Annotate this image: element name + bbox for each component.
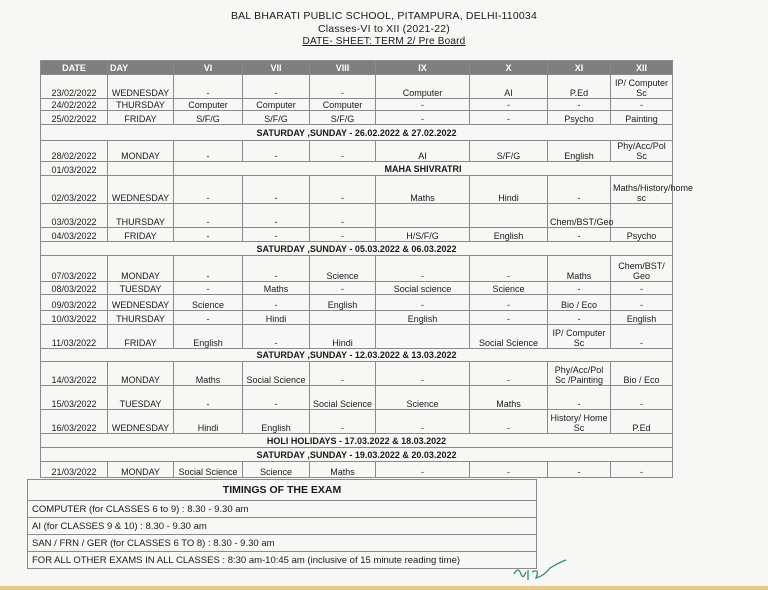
banner-row: [41, 434, 673, 448]
cell-viii: -: [310, 410, 376, 434]
cell-date: 03/03/2022: [41, 204, 108, 228]
cell-x: English: [470, 228, 548, 242]
banner-row: [41, 349, 673, 362]
cell-vii: -: [243, 386, 310, 410]
col-day: DAY: [108, 61, 174, 75]
cell-ix: -: [376, 99, 470, 111]
cell-date: 10/03/2022: [41, 311, 108, 325]
cell-ix: Science: [376, 386, 470, 410]
cell-viii: [310, 311, 376, 325]
cell-date: 16/03/2022: [41, 410, 108, 434]
cell-day: MONDAY: [108, 462, 174, 478]
cell-xi: -: [548, 386, 611, 410]
table-row: [41, 325, 673, 349]
banner-row: [41, 162, 673, 176]
cell-day: TUESDAY: [108, 282, 174, 295]
cell-xi: Phy/Acc/Pol Sc /Painting: [548, 362, 611, 386]
cell-ix: -: [376, 256, 470, 282]
cell-xi: History/ Home Sc: [548, 410, 611, 434]
table-row: [41, 75, 673, 99]
cell-x: -: [470, 311, 548, 325]
cell-vi: Hindi: [174, 410, 243, 434]
cell-date: 11/03/2022: [41, 325, 108, 349]
cell-day: MONDAY: [108, 141, 174, 162]
cell-ix: Computer: [376, 75, 470, 99]
cell-viii: -: [310, 282, 376, 295]
col-viii: VIII: [310, 61, 376, 75]
cell-day: WEDNESDAY: [108, 295, 174, 311]
cell-x: Hindi: [470, 176, 548, 204]
cell-vi: -: [174, 311, 243, 325]
cell-day: WEDNESDAY: [108, 75, 174, 99]
cell-day: THURSDAY: [108, 204, 174, 228]
cell-vii: -: [243, 325, 310, 349]
cell-date: 02/03/2022: [41, 176, 108, 204]
table-row: [41, 462, 673, 478]
col-date: DATE: [41, 61, 108, 75]
page-edge: [0, 586, 768, 590]
cell-vi: -: [174, 204, 243, 228]
cell-vii: -: [243, 228, 310, 242]
cell-ix: H/S/F/G: [376, 228, 470, 242]
cell-x: -: [470, 362, 548, 386]
table-row: [41, 111, 673, 125]
table-row: [41, 141, 673, 162]
cell-xii: -: [611, 282, 673, 295]
cell-vi: S/F/G: [174, 111, 243, 125]
table-row: [41, 362, 673, 386]
cell-day: MONDAY: [108, 256, 174, 282]
banner-text: SATURDAY ,SUNDAY - 12.03.2022 & 13.03.2022: [41, 349, 673, 362]
cell-day: WEDNESDAY: [108, 410, 174, 434]
cell-xi: IP/ Computer Sc: [548, 325, 611, 349]
cell-xii: -: [611, 295, 673, 311]
cell-xi: Chem/BST/Geo: [548, 204, 611, 228]
cell-xii: Phy/Acc/Pol Sc: [611, 141, 673, 162]
cell-date: 09/03/2022: [41, 295, 108, 311]
cell-date: 24/02/2022: [41, 99, 108, 111]
cell-vi: Maths: [174, 362, 243, 386]
cell-vii: -: [243, 141, 310, 162]
table-row: [41, 176, 673, 204]
cell-vii: Maths: [243, 282, 310, 295]
cell-date: 21/03/2022: [41, 462, 108, 478]
cell-viii: Hindi: [310, 325, 376, 349]
cell-date: 04/03/2022: [41, 228, 108, 242]
cell-vii: Social Science: [243, 362, 310, 386]
cell-ix: [376, 204, 470, 228]
timing-line: COMPUTER (for CLASSES 6 to 9) : 8.30 - 9.30 am: [28, 501, 537, 518]
cell-vii: -: [243, 295, 310, 311]
col-ix: IX: [376, 61, 470, 75]
cell-x: -: [470, 256, 548, 282]
cell-vi: English: [174, 325, 243, 349]
timings-title: TIMINGS OF THE EXAM: [28, 480, 537, 501]
cell-vii: -: [243, 204, 310, 228]
cell-x: -: [470, 410, 548, 434]
cell-xi: Bio / Eco: [548, 295, 611, 311]
cell-ix: -: [376, 362, 470, 386]
header-row: [41, 61, 673, 75]
cell-xii: -: [611, 462, 673, 478]
cell-x: Maths: [470, 386, 548, 410]
banner-text: SATURDAY ,SUNDAY - 19.03.2022 & 20.03.2022: [41, 448, 673, 462]
cell-xii: Psycho: [611, 228, 673, 242]
cell-x: -: [470, 295, 548, 311]
table-row: [41, 311, 673, 325]
cell-date: 25/02/2022: [41, 111, 108, 125]
cell-date: 23/02/2022: [41, 75, 108, 99]
cell-viii: -: [310, 141, 376, 162]
cell-xi: P.Ed: [548, 75, 611, 99]
cell-x: S/F/G: [470, 141, 548, 162]
cell-xi: -: [548, 311, 611, 325]
cell-vii: English: [243, 410, 310, 434]
cell-date: 01/03/2022: [41, 162, 108, 176]
cell-vi: -: [174, 256, 243, 282]
cell-viii: Social Science: [310, 386, 376, 410]
cell-ix: AI: [376, 141, 470, 162]
cell-viii: Computer: [310, 99, 376, 111]
table-row: [41, 386, 673, 410]
col-xii: XII: [611, 61, 673, 75]
cell-xii: Maths/History/home sc: [611, 176, 673, 204]
cell-x: Social Science: [470, 325, 548, 349]
cell-xi: -: [548, 176, 611, 204]
timing-line: AI (for CLASSES 9 & 10) : 8.30 - 9.30 am: [28, 518, 537, 535]
cell-ix: English: [376, 311, 470, 325]
cell-date: 15/03/2022: [41, 386, 108, 410]
cell-xii: Painting: [611, 111, 673, 125]
cell-x: -: [470, 462, 548, 478]
cell-viii: -: [310, 362, 376, 386]
col-vi: VI: [174, 61, 243, 75]
cell-ix: Maths: [376, 176, 470, 204]
cell-xii: -: [611, 325, 673, 349]
cell-vi: -: [174, 228, 243, 242]
cell-date: 07/03/2022: [41, 256, 108, 282]
cell-day: FRIDAY: [108, 228, 174, 242]
cell-xii: [611, 204, 673, 228]
cell-day: FRIDAY: [108, 325, 174, 349]
table-row: [41, 295, 673, 311]
cell-x: -: [470, 111, 548, 125]
table-row: [41, 410, 673, 434]
table-row: [41, 99, 673, 111]
cell-viii: Science: [310, 256, 376, 282]
cell-ix: -: [376, 111, 470, 125]
cell-vi: -: [174, 75, 243, 99]
cell-xi: -: [548, 228, 611, 242]
table-row: [41, 228, 673, 242]
banner-text: MAHA SHIVRATRI: [174, 162, 673, 176]
cell-day: THURSDAY: [108, 311, 174, 325]
cell-vii: S/F/G: [243, 111, 310, 125]
cell-xii: Bio / Eco: [611, 362, 673, 386]
cell-ix: -: [376, 295, 470, 311]
date-sheet-table: [40, 60, 694, 478]
banner-text: SATURDAY ,SUNDAY - 26.02.2022 & 27.02.2022: [41, 125, 673, 141]
cell-vi: Social Science: [174, 462, 243, 478]
signature: [510, 558, 570, 584]
timing-line: SAN / FRN / GER (for CLASSES 6 TO 8) : 8.30 - 9.30 am: [28, 535, 537, 552]
cell-vii: -: [243, 176, 310, 204]
cell-x: [470, 204, 548, 228]
cell-xii: -: [611, 386, 673, 410]
cell-vii: Science: [243, 462, 310, 478]
cell-x: -: [470, 99, 548, 111]
cell-x: Science: [470, 282, 548, 295]
cell-xii: Chem/BST/ Geo: [611, 256, 673, 282]
cell-day: [108, 162, 174, 176]
cell-vi: Computer: [174, 99, 243, 111]
cell-date: 08/03/2022: [41, 282, 108, 295]
cell-day: MONDAY: [108, 362, 174, 386]
cell-viii: Maths: [310, 462, 376, 478]
cell-vi: -: [174, 141, 243, 162]
cell-xi: -: [548, 99, 611, 111]
col-xi: XI: [548, 61, 611, 75]
cell-xi: -: [548, 282, 611, 295]
cell-xii: English: [611, 311, 673, 325]
cell-day: FRIDAY: [108, 111, 174, 125]
banner-text: HOLI HOLIDAYS - 17.03.2022 & 18.03.2022: [41, 434, 673, 448]
cell-vii: Hindi: [243, 311, 310, 325]
cell-viii: -: [310, 75, 376, 99]
cell-xi: Maths: [548, 256, 611, 282]
banner-row: [41, 448, 673, 462]
cell-ix: -: [376, 410, 470, 434]
banner-row: [41, 242, 673, 256]
table-row: [41, 282, 673, 295]
cell-xi: -: [548, 462, 611, 478]
banner-text: SATURDAY ,SUNDAY - 05.03.2022 & 06.03.2022: [41, 242, 673, 256]
timings-box: [27, 479, 537, 569]
cell-xi: Psycho: [548, 111, 611, 125]
cell-day: THURSDAY: [108, 99, 174, 111]
cell-xi: English: [548, 141, 611, 162]
sheet-title-text: DATE- SHEET: TERM 2/ Pre Board: [302, 36, 466, 47]
cell-xii: -: [611, 99, 673, 111]
cell-day: WEDNESDAY: [108, 176, 174, 204]
cell-ix: [376, 325, 470, 349]
cell-day: TUESDAY: [108, 386, 174, 410]
col-x: X: [470, 61, 548, 75]
banner-row: [41, 125, 673, 141]
cell-vii: -: [243, 75, 310, 99]
cell-vi: -: [174, 176, 243, 204]
cell-viii: -: [310, 204, 376, 228]
cell-ix: Social science: [376, 282, 470, 295]
cell-date: 14/03/2022: [41, 362, 108, 386]
school-name: BAL BHARATI PUBLIC SCHOOL, PITAMPURA, DELHI-110034: [230, 10, 538, 22]
col-vii: VII: [243, 61, 310, 75]
date-sheet-body: [41, 75, 694, 478]
cell-viii: -: [310, 176, 376, 204]
timing-line: FOR ALL OTHER EXAMS IN ALL CLASSES : 8:30 am-10:45 am (inclusive of 15 minute reading time): [28, 552, 537, 569]
table-row: [41, 204, 673, 228]
cell-vi: -: [174, 386, 243, 410]
sheet-title: [0, 36, 768, 47]
cell-viii: -: [310, 228, 376, 242]
cell-vi: -: [174, 282, 243, 295]
table-row: [41, 256, 673, 282]
cell-date: 28/02/2022: [41, 141, 108, 162]
cell-vii: Computer: [243, 99, 310, 111]
cell-xii: P.Ed: [611, 410, 673, 434]
cell-xii: IP/ Computer Sc: [611, 75, 673, 99]
cell-viii: English: [310, 295, 376, 311]
cell-ix: -: [376, 462, 470, 478]
cell-x: AI: [470, 75, 548, 99]
cell-vi: Science: [174, 295, 243, 311]
cell-viii: S/F/G: [310, 111, 376, 125]
classes-line: Classes-VI to XII (2021-22): [317, 23, 451, 35]
cell-vii: -: [243, 256, 310, 282]
